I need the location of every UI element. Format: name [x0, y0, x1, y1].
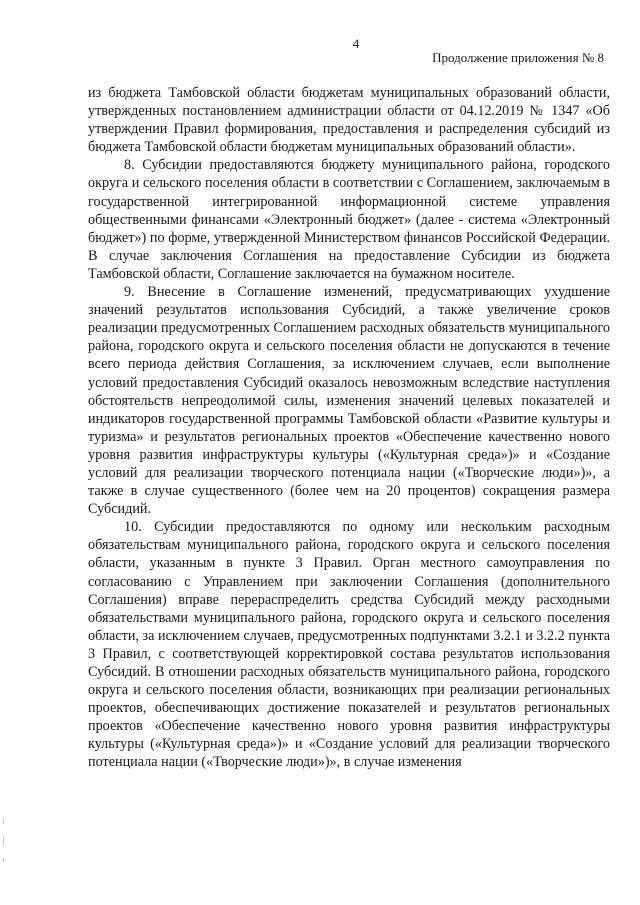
- scan-artifact-mark: [3, 818, 4, 824]
- paragraph-continued: из бюджета Тамбовской области бюджетам муниципальных образований области, утвержденных постановлением администрации области от 04.12.2019 № 1347 «Об утверждении Правил формирования, предоставления и распределения субсидий из бюджета Тамбовской области бюджетам муниципальных образований области».: [88, 85, 610, 156]
- paragraph-item-9: 9. Внесение в Соглашение изменений, предусматривающих ухудшение значений результатов использования Субсидий, а также увеличение сроков реализации предусмотренных Соглашением расходных обязательств муниципального района, городского округа и сельского поселения области не допускаются в течение всего периода действия Соглашения, за исключением случаев, если выполнение условий предоставления Субсидий оказалось невозможным вследствие наступления обстоятельств непреодолимой силы, изменения значений целевых показателей и индикаторов государственной программы Тамбовской области «Развитие культуры и туризма» и результатов региональных проектов «Обеспечение качественно нового уровня развития инфраструктуры культуры («Культурная среда»)» и «Создание условий для реализации творческого потенциала нации («Творческие люди»)», а также в случае существенного (более чем на 20 процентов) сокращения размера Субсидий.: [88, 284, 610, 518]
- appendix-continuation-label: Продолжение приложения № 8: [432, 50, 604, 65]
- scan-artifact-mark: [3, 836, 4, 846]
- document-body: [88, 84, 610, 772]
- paragraph-item-8: 8. Субсидии предоставляются бюджету муниципального района, городского округа и сельского поселения области в соответствии с Соглашением, заключаемым в государственной интегрированной информационной системе управления общественными финансами «Электронный бюджет» (далее - система «Электронный бюджет») по форме, утвержденной Министерством финансов Российской Федерации. В случае заключения Соглашения на предоставление Субсидии из бюджета Тамбовской области, Соглашение заключается на бумажном носителе.: [88, 157, 610, 282]
- paragraph-item-10: 10. Субсидии предоставляются по одному или нескольким расходным обязательствам муниципального района, городского округа и сельского поселения области, указанным в пункте 3 Правил. Орган местного самоуправления по согласованию с Управлением при заключении Соглашения (дополнительного Соглашения) вправе перераспределить средства Субсидий между расходными обязательствами муниципального района, городского округа и сельского поселения области, за исключением случаев, предусмотренных подпунктами 3.2.1 и 3.2.2 пункта 3 Правил, с соответствующей корректировкой состава результатов использования Субсидий. В отношении расходных обязательств муниципального района, городского округа и сельского поселения области, возникающих при реализации региональных проектов, обеспечивающих достижение показателей и результатов региональных проектов «Обеспечение качественно нового уровня развития инфраструктуры культуры («Культурная среда»)» и «Создание условий для реализации творческого потенциала нации («Творческие люди»)», в случае изменения: [88, 519, 610, 771]
- scan-artifact-mark: [3, 858, 4, 863]
- page-number: 4: [352, 36, 360, 51]
